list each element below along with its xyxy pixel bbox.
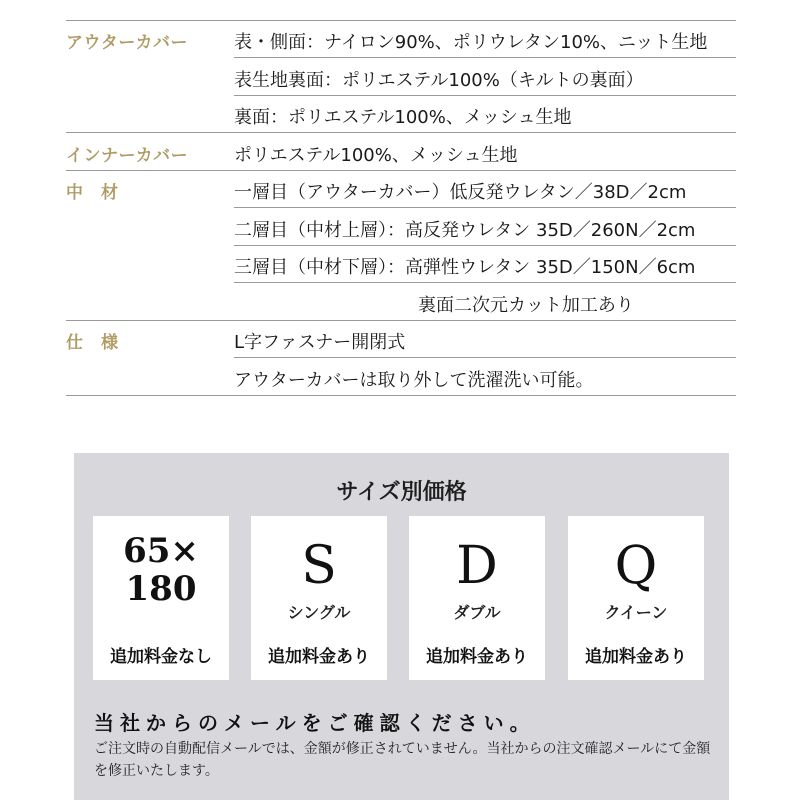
size-name: 180	[125, 569, 197, 609]
size-card-double	[409, 516, 545, 680]
spec-row	[66, 245, 736, 283]
specification-value: L字ファスナー開閉式	[234, 332, 406, 353]
price-panel	[74, 453, 729, 800]
size-subtitle: シングル	[287, 603, 351, 622]
spec-row	[66, 95, 736, 133]
spec-row	[66, 20, 736, 58]
size-letter: Q	[614, 536, 658, 596]
core-material-value: 一層目（アウターカバー）低反発ウレタン／38D／2cm	[234, 182, 687, 203]
inner-cover-label: インナーカバー	[66, 145, 189, 166]
core-material-value: 三層目（中材下層）：高弾性ウレタン 35D／150N／6cm	[234, 257, 696, 278]
notice-heading: 当社からのメールをご確認ください。	[94, 711, 536, 735]
size-name: 65×	[123, 531, 199, 571]
spec-table	[66, 20, 736, 395]
spec-row	[66, 58, 736, 96]
surcharge-text: 追加料金なし	[110, 647, 212, 667]
surcharge-text: 追加料金あり	[426, 647, 528, 667]
outer-cover-label: アウターカバー	[66, 33, 188, 53]
size-subtitle: ダブル	[453, 603, 501, 622]
spec-row	[66, 133, 736, 171]
spec-row	[66, 358, 736, 396]
surcharge-text: 追加料金あり	[268, 647, 370, 667]
core-material-label: 中 材	[66, 183, 119, 203]
outer-cover-value: 表・側面：ナイロン90%、ポリウレタン10%、ニット生地	[234, 32, 708, 53]
size-subtitle: クイーン	[604, 603, 668, 622]
size-card-single	[251, 516, 387, 680]
outer-cover-value: 表生地裏面：ポリエステル100%（キルトの裏面）	[234, 69, 644, 91]
spec-row	[66, 320, 736, 358]
spec-row	[66, 283, 736, 321]
size-card-queen	[568, 516, 704, 680]
specification-value: アウターカバーは取り外して洗濯洗い可能。	[234, 369, 594, 391]
price-panel-title: サイズ別価格	[336, 480, 467, 505]
surcharge-text: 追加料金あり	[585, 647, 687, 667]
spec-row	[66, 208, 736, 246]
core-material-value: 二層目（中材上層）：高反発ウレタン 35D／260N／2cm	[234, 219, 696, 241]
inner-cover-value: ポリエステル100%、メッシュ生地	[234, 144, 518, 166]
size-letter: S	[301, 536, 337, 596]
size-letter: D	[456, 536, 498, 596]
outer-cover-value: 裏面：ポリエステル100%、メッシュ生地	[234, 107, 572, 128]
spec-row	[66, 170, 736, 208]
specification-label: 仕 様	[66, 333, 119, 353]
notice-body: ご注文時の自動配信メールでは、金額が修正されていません。当社からの注文確認メールにて金額を修正いたします。	[94, 741, 711, 779]
table-rule	[66, 395, 736, 396]
size-card-65x180	[93, 516, 229, 680]
core-material-value: 裏面二次元カット加工あり	[418, 294, 634, 316]
